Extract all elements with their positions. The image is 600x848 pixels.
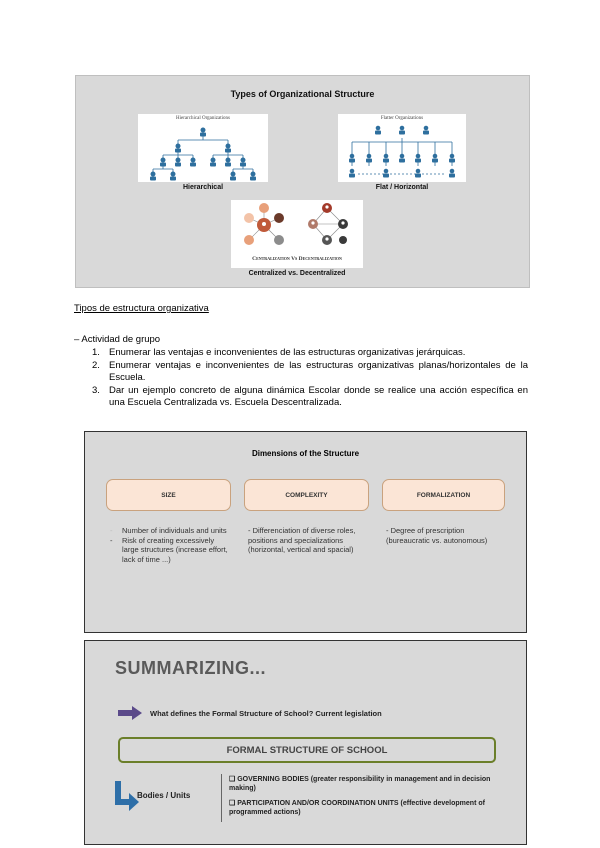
summary-slide [84, 640, 527, 845]
complexity-box: COMPLEXITY [244, 479, 369, 511]
org-structure-slide [75, 75, 530, 288]
list-text: Dar un ejemplo concreto de alguna dinámica Escolar donde se realice una acción específica en una Escuela Centralizada vs. Escuela Descentralizada. [109, 384, 528, 408]
hierarchical-caption: Hierarchical [182, 184, 224, 191]
slide-title: Dimensions of the Structure [251, 449, 360, 458]
participation-units-item: ❑ PARTICIPATION AND/OR COORDINATION UNITS (effective development of programmed actions) [229, 800, 485, 816]
list-text: Number of individuals and units [122, 526, 227, 535]
list-text: Enumerar ventajas e inconvenientes de las estructuras organizativas planas/horizontales de la Escuela. [109, 359, 528, 383]
complexity-text: - Differenciation of diverse roles, positions and specializations (horizontal, vertical and spacial) [248, 526, 356, 554]
list-item [92, 347, 528, 360]
flat-structure-icon [338, 114, 466, 182]
formalization-text: - Degree of prescription (bureaucratic vs. autonomous) [386, 526, 488, 545]
centralized-caption: Centralized vs. Decentralized [248, 270, 346, 277]
activity-label: – Actividad de grupo [74, 334, 161, 345]
list-item [110, 536, 228, 565]
flat-caption: Flat / Horizontal [375, 184, 429, 191]
task-list [92, 347, 528, 410]
hierarchy-tree-icon [138, 114, 268, 182]
centralization-label: Centralization Vs Decentralization [252, 256, 342, 262]
bodies-units-label: Bodies / Units [137, 791, 191, 800]
list-number: 2. [92, 359, 100, 371]
divider [221, 774, 222, 822]
section-heading: Tipos de estructura organizativa [74, 303, 209, 314]
governing-bodies-item: ❑ GOVERNING BODIES (greater responsibility in management and in decision making) [229, 776, 491, 792]
flatter-panel-title: Flatter Organizations [380, 116, 424, 121]
bullet: - [110, 535, 113, 545]
corner-arrow-icon [115, 781, 139, 811]
hierarchical-diagram [138, 114, 268, 182]
list-number: 3. [92, 384, 100, 396]
list-number: 1. [92, 347, 100, 358]
list-item [110, 526, 228, 536]
list-item [92, 385, 528, 410]
centralization-diagram [231, 200, 363, 268]
list-text: Risk of creating excessively large structures (increase effort, lack of time ...) [122, 535, 228, 564]
size-points [110, 526, 228, 564]
flat-diagram [338, 114, 466, 182]
slide-title: SUMMARIZING... [115, 658, 266, 678]
arrow-right-icon [118, 706, 142, 720]
hierarchical-panel-title: Hierarchical Organizations [176, 116, 230, 121]
formal-structure-box: FORMAL STRUCTURE OF SCHOOL [118, 737, 496, 763]
summary-question: What defines the Formal Structure of School? Current legislation [150, 709, 382, 718]
slide-title: Types of Organizational Structure [230, 89, 375, 99]
dimensions-slide [84, 431, 527, 633]
list-item [92, 360, 528, 385]
bullet: - [110, 526, 113, 535]
formalization-box: FORMALIZATION [382, 479, 505, 511]
size-box: SIZE [106, 479, 231, 511]
list-text: Enumerar las ventajas e inconvenientes de las estructuras organizativas jerárquicas. [109, 347, 466, 358]
